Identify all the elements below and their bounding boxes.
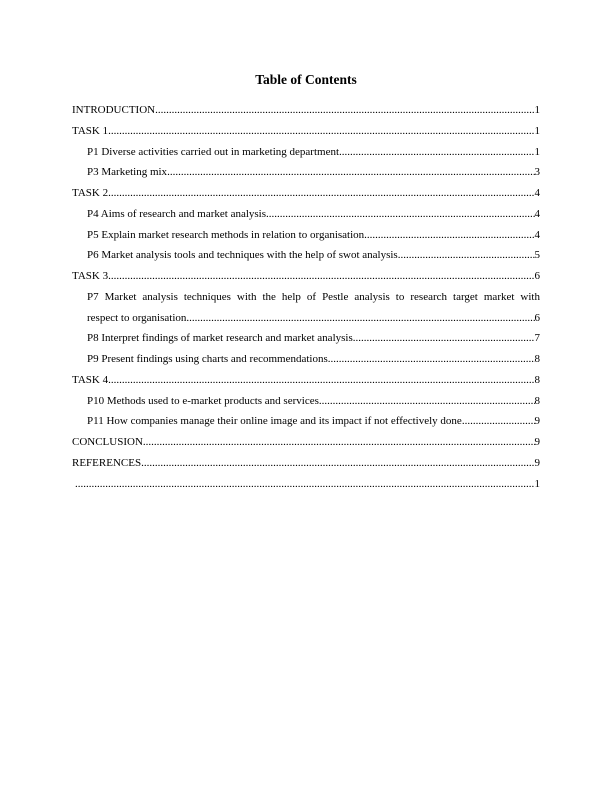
toc-entry-page: 9 xyxy=(534,456,540,469)
toc-entry-page: 8 xyxy=(534,373,540,386)
toc-entry-label: TASK 4 xyxy=(72,373,109,386)
toc-entry-page: 8 xyxy=(534,353,540,365)
toc-entry-label: P3 Marketing mix xyxy=(87,166,168,179)
dot-leader xyxy=(328,349,535,370)
toc-entry-label: P9 Present findings using charts and recommendations xyxy=(87,353,328,365)
dot-leader xyxy=(75,474,535,495)
dot-leader xyxy=(108,370,534,391)
toc-entry-page: 3 xyxy=(534,166,540,179)
toc-title: Table of Contents xyxy=(255,72,357,87)
toc-entry-p5[interactable] xyxy=(72,225,540,246)
toc-entry-label: P10 Methods used to e-market products and services xyxy=(87,394,319,407)
dot-leader xyxy=(108,121,534,142)
toc-entry-page: 9 xyxy=(534,436,540,448)
dot-leader xyxy=(167,162,534,183)
dot-leader xyxy=(364,225,534,246)
dot-leader xyxy=(319,391,535,412)
toc-entry-p1[interactable] xyxy=(72,142,540,163)
toc-entry-label: TASK 1 xyxy=(72,124,109,137)
toc-entry-label: TASK 3 xyxy=(72,270,109,282)
toc-entry-p8[interactable] xyxy=(72,328,540,349)
dot-leader xyxy=(108,183,534,204)
toc-entry-label: TASK 2 xyxy=(72,187,109,199)
toc-entry-label: P11 How companies manage their online image and its impact if not effectively done xyxy=(87,415,462,428)
toc-entry-p10[interactable] xyxy=(72,391,540,412)
toc-entry-label: P4 Aims of research and market analysis xyxy=(87,207,267,220)
dot-leader xyxy=(266,204,534,225)
toc-entry-p4[interactable] xyxy=(72,204,540,225)
toc-entry-task-1[interactable] xyxy=(72,121,540,142)
toc-entry-label-line1: P7 Market analysis techniques with the help of Pestle analysis to research target market with xyxy=(87,290,540,303)
toc-entry-references[interactable] xyxy=(72,453,540,474)
toc-entry-page: 1 xyxy=(534,145,540,158)
dot-leader xyxy=(353,328,535,349)
toc-entry-page: 6 xyxy=(534,270,540,282)
toc-entry-page: 4 xyxy=(534,228,540,241)
toc-entry-label: INTRODUCTION xyxy=(72,104,156,116)
toc-entry-task-2[interactable] xyxy=(72,183,540,204)
toc-entry-p9[interactable] xyxy=(72,349,540,370)
toc-entry-introduction[interactable] xyxy=(72,100,540,121)
toc-entry-page: 1 xyxy=(534,124,540,137)
toc-entry-page: 4 xyxy=(534,207,540,220)
toc-entry-task-4[interactable] xyxy=(72,370,540,391)
toc-entry-conclusion[interactable] xyxy=(72,432,540,453)
toc-entry-page: 1 xyxy=(534,477,540,490)
toc-entry-p7[interactable] xyxy=(72,287,540,329)
toc-entry-label: CONCLUSION xyxy=(72,436,143,448)
toc-entry-page: 8 xyxy=(534,394,540,407)
toc-entry-page: 9 xyxy=(534,415,540,428)
toc-entry-untitled[interactable] xyxy=(72,474,540,495)
table-of-contents xyxy=(72,100,540,494)
toc-entry-p11[interactable] xyxy=(72,411,540,432)
toc-entry-task-3[interactable] xyxy=(72,266,540,287)
toc-entry-page: 7 xyxy=(534,332,540,345)
toc-entry-label-line2: respect to organisation xyxy=(87,311,187,324)
dot-leader xyxy=(141,453,534,474)
toc-entry-label: P6 Market analysis tools and techniques with the help of swot analysis. xyxy=(87,249,401,262)
toc-entry-p6[interactable] xyxy=(72,245,540,266)
toc-entry-continuation xyxy=(87,308,540,329)
toc-entry-page: 4 xyxy=(534,187,540,199)
dot-leader xyxy=(339,142,534,163)
toc-entry-label: P1 Diverse activities carried out in marketing department xyxy=(87,145,340,158)
dot-leader xyxy=(462,411,535,432)
toc-entry-p3[interactable] xyxy=(72,162,540,183)
dot-leader xyxy=(143,432,535,453)
toc-entry-page: 1 xyxy=(534,104,540,116)
dot-leader xyxy=(186,308,534,329)
toc-entry-page: 5 xyxy=(534,249,540,262)
toc-entry-label: REFERENCES xyxy=(72,456,142,469)
toc-entry-page: 6 xyxy=(534,311,540,324)
dot-leader xyxy=(108,266,534,287)
dot-leader xyxy=(400,245,534,266)
dot-leader xyxy=(155,100,534,121)
toc-entry-label: P5 Explain market research methods in relation to organisation xyxy=(87,228,365,241)
toc-entry-label: P8 Interpret findings of market research and market analysis xyxy=(87,332,353,345)
